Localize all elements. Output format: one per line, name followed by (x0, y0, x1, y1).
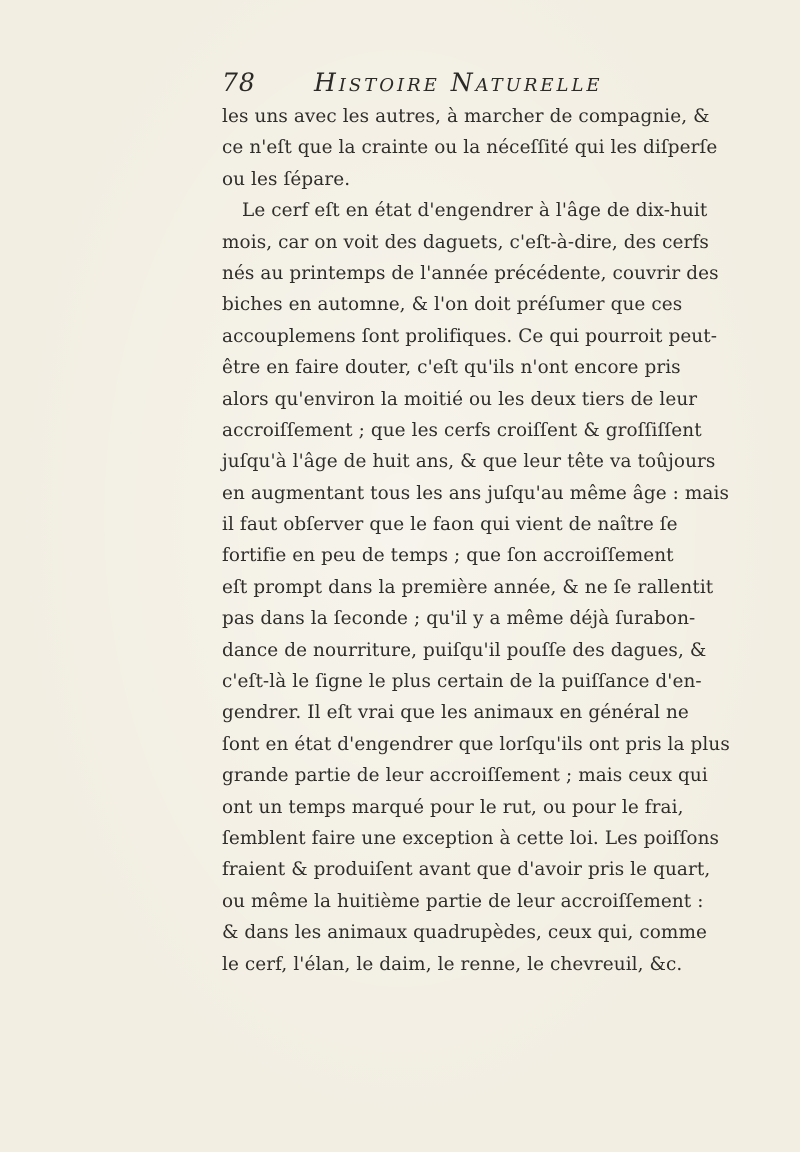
text-line: le cerf, l'élan, le daim, le renne, le chevreuil, &c. (222, 953, 683, 975)
text-line: ou les ſépare. (222, 168, 351, 190)
page-number: 78 (222, 68, 256, 97)
text-line: fortifie en peu de temps ; que ſon accroiſſement (222, 545, 674, 567)
text-line: gendrer. Il eſt vrai que les animaux en général ne (222, 702, 689, 724)
text-line: c'eſt-là le ſigne le plus certain de la puiſſance d'en- (222, 671, 702, 693)
text-line: nés au printemps de l'année précédente, couvrir des (222, 262, 719, 284)
text-line: juſqu'à l'âge de huit ans, & que leur tête va toûjours (222, 451, 716, 473)
text-line: grande partie de leur accroiſſement ; mais ceux qui (222, 765, 708, 787)
text-line: mois, car on voit des daguets, c'eſt-à-dire, des cerfs (222, 231, 709, 253)
text-line: accroiſſement ; que les cerfs croiſſent & groſſiſſent (222, 419, 702, 441)
running-head (222, 68, 642, 102)
text-line: ſemblent faire une exception à cette loi. Les poiſſons (222, 827, 720, 849)
text-line: biches en automne, & l'on doit préſumer que ces (222, 294, 683, 316)
paragraph-start-line: Le cerf eſt en état d'engendrer à l'âge de dix-huit (242, 200, 708, 222)
text-line: & dans les animaux quadrupèdes, ceux qui, comme (222, 922, 707, 944)
body-text (222, 101, 730, 980)
text-line: les uns avec les autres, à marcher de compagnie, & (222, 106, 710, 127)
text-line: ont un temps marqué pour le rut, ou pour le frai, (222, 796, 684, 818)
text-line: ce n'eſt que la crainte ou la néceſſité qui les diſperſe (222, 137, 718, 159)
text-line: alors qu'environ la moitié ou les deux tiers de leur (222, 388, 698, 410)
text-line: ſont en état d'engendrer que lorſqu'ils ont pris la plus (222, 733, 730, 755)
text-line: être en faire douter, c'eſt qu'ils n'ont encore pris (222, 357, 681, 379)
text-line: accouplemens ſont prolifiques. Ce qui pourroit peut- (222, 325, 718, 347)
text-line: il faut obſerver que le faon qui vient de naître ſe (222, 514, 678, 536)
text-line: en augmentant tous les ans juſqu'au même âge : mais (222, 482, 729, 504)
running-title: Histoire Naturelle (314, 68, 603, 97)
text-line: eſt prompt dans la première année, & ne ſe rallentit (222, 576, 714, 598)
text-line: dance de nourriture, puiſqu'il pouſſe des dagues, & (222, 639, 707, 661)
text-line: fraient & produiſent avant que d'avoir pris le quart, (222, 859, 711, 881)
text-line: pas dans la ſeconde ; qu'il y a même déjà ſurabon- (222, 608, 696, 630)
text-line: ou même la huitième partie de leur accroiſſement : (222, 890, 704, 912)
